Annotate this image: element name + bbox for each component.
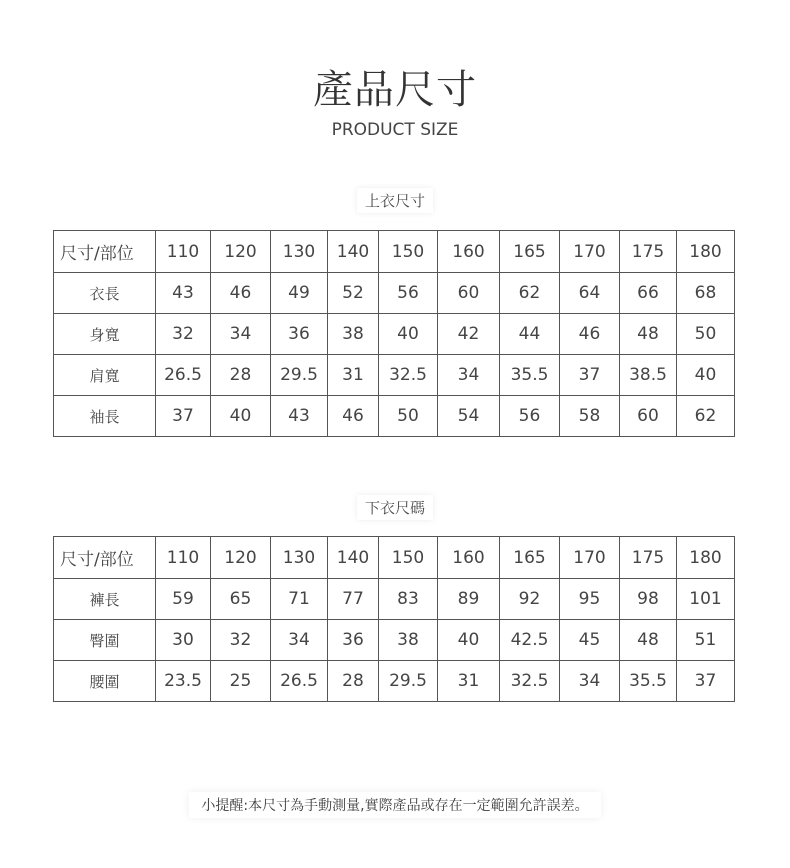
table-cell: 46 — [211, 273, 271, 314]
size-column-header: 175 — [620, 231, 677, 273]
table-cell: 28 — [328, 661, 379, 702]
table-cell: 35.5 — [500, 355, 560, 396]
table-cell: 49 — [271, 273, 328, 314]
table-cell: 101 — [677, 579, 735, 620]
table-cell: 36 — [328, 620, 379, 661]
row-label: 褲長 — [54, 579, 156, 620]
table-cell: 46 — [328, 396, 379, 437]
table-cell: 44 — [500, 314, 560, 355]
table-cell: 83 — [379, 579, 438, 620]
table-cell: 32.5 — [500, 661, 560, 702]
header-label: 尺寸/部位 — [54, 231, 156, 273]
table-header-row — [54, 231, 735, 273]
table-cell: 68 — [677, 273, 735, 314]
table-cell: 40 — [677, 355, 735, 396]
table-cell: 37 — [156, 396, 211, 437]
size-column-header: 140 — [328, 231, 379, 273]
table-cell: 40 — [438, 620, 500, 661]
table-cell: 95 — [560, 579, 620, 620]
table-cell: 26.5 — [271, 661, 328, 702]
table-cell: 35.5 — [620, 661, 677, 702]
table-cell: 40 — [379, 314, 438, 355]
table-cell: 98 — [620, 579, 677, 620]
top-size-table — [53, 230, 735, 437]
table-cell: 89 — [438, 579, 500, 620]
size-column-header: 170 — [560, 537, 620, 579]
table-cell: 26.5 — [156, 355, 211, 396]
row-label: 袖長 — [54, 396, 156, 437]
table-cell: 31 — [328, 355, 379, 396]
table-row — [54, 661, 735, 702]
table-cell: 60 — [438, 273, 500, 314]
table-cell: 62 — [677, 396, 735, 437]
table-cell: 71 — [271, 579, 328, 620]
row-label: 肩寬 — [54, 355, 156, 396]
table-cell: 38 — [328, 314, 379, 355]
table-cell: 43 — [156, 273, 211, 314]
table-cell: 56 — [379, 273, 438, 314]
size-column-header: 130 — [271, 231, 328, 273]
table-cell: 43 — [271, 396, 328, 437]
row-label: 腰圍 — [54, 661, 156, 702]
table-cell: 32.5 — [379, 355, 438, 396]
bottom-table-heading-text: 下衣尺碼 — [357, 495, 433, 520]
table-cell: 52 — [328, 273, 379, 314]
table-header-row — [54, 537, 735, 579]
measurement-note-text: 小提醒:本尺寸為手動測量,實際產品或存在一定範圍允許誤差。 — [189, 792, 600, 818]
header-label: 尺寸/部位 — [54, 537, 156, 579]
size-column-header: 160 — [438, 537, 500, 579]
table-cell: 58 — [560, 396, 620, 437]
table-cell: 42.5 — [500, 620, 560, 661]
size-column-header: 170 — [560, 231, 620, 273]
page-title: 產品尺寸 — [313, 67, 477, 113]
table-cell: 37 — [560, 355, 620, 396]
table-cell: 29.5 — [379, 661, 438, 702]
table-cell: 32 — [211, 620, 271, 661]
size-column-header: 150 — [379, 537, 438, 579]
table-row — [54, 273, 735, 314]
table-row — [54, 355, 735, 396]
table-cell: 50 — [677, 314, 735, 355]
row-label: 臀圍 — [54, 620, 156, 661]
top-table-heading-text: 上衣尺寸 — [357, 188, 433, 213]
table-cell: 42 — [438, 314, 500, 355]
table-cell: 25 — [211, 661, 271, 702]
table-cell: 31 — [438, 661, 500, 702]
table-cell: 28 — [211, 355, 271, 396]
size-column-header: 160 — [438, 231, 500, 273]
table-cell: 66 — [620, 273, 677, 314]
table-row — [54, 314, 735, 355]
size-column-header: 140 — [328, 537, 379, 579]
table-row — [54, 396, 735, 437]
table-cell: 37 — [677, 661, 735, 702]
table-cell: 34 — [211, 314, 271, 355]
table-cell: 38.5 — [620, 355, 677, 396]
table-cell: 56 — [500, 396, 560, 437]
table-cell: 48 — [620, 620, 677, 661]
bottom-table-heading — [0, 495, 790, 520]
size-column-header: 165 — [500, 231, 560, 273]
size-column-header: 180 — [677, 537, 735, 579]
size-column-header: 130 — [271, 537, 328, 579]
table-cell: 60 — [620, 396, 677, 437]
table-row — [54, 620, 735, 661]
table-cell: 38 — [379, 620, 438, 661]
table-cell: 30 — [156, 620, 211, 661]
table-cell: 64 — [560, 273, 620, 314]
size-column-header: 165 — [500, 537, 560, 579]
table-cell: 23.5 — [156, 661, 211, 702]
row-label: 身寬 — [54, 314, 156, 355]
table-row — [54, 579, 735, 620]
size-column-header: 110 — [156, 231, 211, 273]
size-column-header: 150 — [379, 231, 438, 273]
table-cell: 54 — [438, 396, 500, 437]
table-cell: 59 — [156, 579, 211, 620]
size-column-header: 120 — [211, 231, 271, 273]
table-cell: 92 — [500, 579, 560, 620]
table-cell: 77 — [328, 579, 379, 620]
table-cell: 36 — [271, 314, 328, 355]
table-cell: 46 — [560, 314, 620, 355]
top-table-heading — [0, 188, 790, 213]
size-column-header: 180 — [677, 231, 735, 273]
table-cell: 32 — [156, 314, 211, 355]
measurement-note — [0, 792, 790, 818]
table-cell: 34 — [271, 620, 328, 661]
table-cell: 45 — [560, 620, 620, 661]
table-cell: 48 — [620, 314, 677, 355]
table-cell: 34 — [438, 355, 500, 396]
table-cell: 29.5 — [271, 355, 328, 396]
table-cell: 65 — [211, 579, 271, 620]
table-cell: 40 — [211, 396, 271, 437]
size-column-header: 120 — [211, 537, 271, 579]
table-cell: 34 — [560, 661, 620, 702]
size-column-header: 110 — [156, 537, 211, 579]
table-cell: 62 — [500, 273, 560, 314]
table-cell: 51 — [677, 620, 735, 661]
size-column-header: 175 — [620, 537, 677, 579]
row-label: 衣長 — [54, 273, 156, 314]
bottom-size-table — [53, 536, 735, 702]
page-subtitle: PRODUCT SIZE — [331, 120, 459, 140]
table-cell: 50 — [379, 396, 438, 437]
